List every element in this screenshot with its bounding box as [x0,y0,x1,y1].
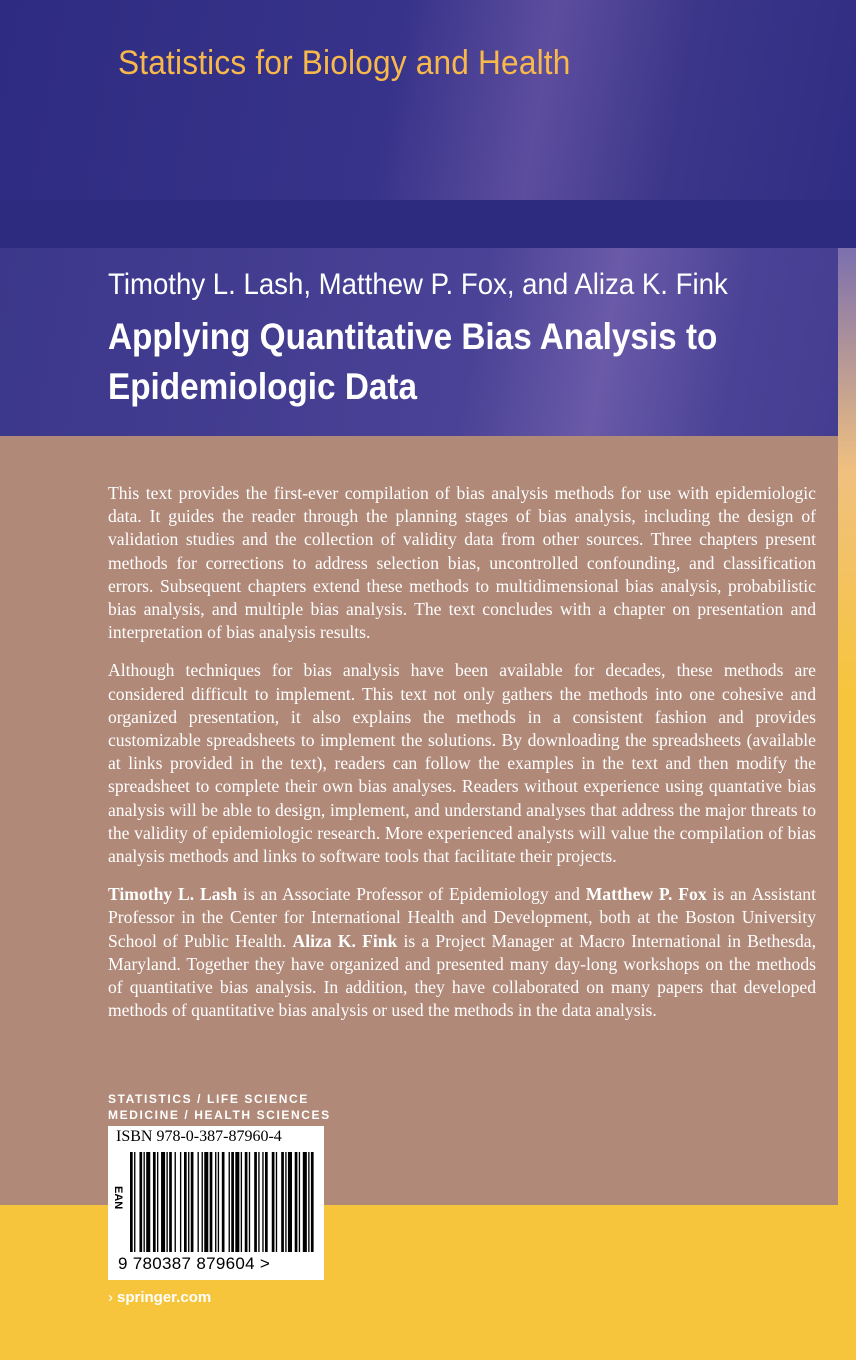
barcode-bar [146,1152,150,1252]
barcode-bar [210,1152,213,1252]
barcode-bar [198,1152,199,1252]
author-name-2: Matthew P. Fox [585,884,707,905]
barcode-bar [262,1152,263,1252]
barcode-bar [265,1152,268,1252]
barcode-bar [295,1152,298,1252]
barcode-bar [235,1152,239,1252]
isbn-label: ISBN 978-0-387-87960-4 [116,1128,282,1145]
barcode-bar [204,1152,208,1252]
barcode-bar [180,1152,181,1252]
right-edge-strip [838,248,856,1360]
barcode-bar [254,1152,257,1252]
book-title-line2: Epidemiologic Data [108,366,418,407]
series-title: Statistics for Biology and Health [118,44,571,82]
barcode-bar [281,1152,284,1252]
barcode-bar [276,1152,277,1252]
barcode-bar [311,1152,314,1252]
barcode-bar [299,1152,300,1252]
description-paragraph-1: This text provides the first-ever compilation of bias analysis methods for use with epidemiologic data. It guides the reader through the planning stages of bias analysis, including the design of validation studies and the collection of validity data from other sources. Three chapters present methods for corrections to address selection bias, uncontrolled confounding, and classification errors. Subsequent chapters extend these methods to multidimensional bias analysis, probabilistic bias analysis, and multiple bias analysis. The text concludes with a chapter on presentation and interpretation of bias analysis results. [108,483,816,643]
barcode-bar [139,1152,142,1252]
description-text [108,482,816,1037]
barcode-bar [215,1152,216,1252]
barcode-bar [184,1152,187,1252]
ean-label: EAN [112,1186,124,1210]
barcode-bar [161,1152,165,1252]
chevron-right-icon: › [108,1289,113,1306]
subject-line-1: STATISTICS / LIFE SCIENCE [108,1092,309,1106]
barcode-bar [258,1152,259,1252]
barcode-bar [222,1152,225,1252]
barcode-number: 9 780387 879604 > [118,1254,271,1273]
bio-text-1: is an Associate Professor of Epidemiology and [237,884,586,905]
author-name-3: Aliza K. Fink [292,930,398,951]
publisher-link[interactable] [108,1289,211,1306]
barcode-bar [175,1152,176,1252]
book-title-line1: Applying Quantitative Bias Analysis to [108,316,718,357]
barcode-bar [191,1152,194,1252]
barcode-bar [218,1152,219,1252]
description-paragraph-2: Although techniques for bias analysis have been available for decades, these methods are considered difficult to implement. This text not only gathers the methods into one cohesive and organized presentation, it also explains the methods in a consistent fashion and provides customizable spreadsheets to implement the solutions. By downloading the spreadsheets (available at links provided in the text), readers can follow the examples in the text and then modify the spreadsheet to complete their own bias analyses. Readers without experience using quantative bias analysis will be able to design, implement, and understand analyses that address the major threats to the validity of epidemiologic research. More experienced analysts will value the compilation of bias analysis methods and links to software tools that facilitate their projects. [108,660,816,867]
barcode-bar [202,1152,203,1252]
publisher-url: springer.com [117,1289,212,1306]
barcode-bar [144,1152,145,1252]
barcode-bar [134,1152,135,1252]
book-title [108,312,717,412]
barcode-bar [241,1152,242,1252]
barcode-box [108,1126,324,1280]
subject-categories [108,1091,331,1123]
cover-top-stripe [0,200,856,248]
barcode-bar [130,1152,133,1252]
barcode-bar [153,1152,156,1252]
bio-text-3: is a Project Manager at Macro International in Bethesda, Maryland. Together they have organized and presented many day-long workshops on the methods of quantitative bias analysis. In addition, they have collaborated on many papers that developed methods of quantitative bias analysis or used the methods in the data analysis. [108,930,816,1021]
barcode-bar [169,1152,172,1252]
bio-text-2: is an Assistant Professor in the Center for International Health and Development, both at the Boston University School of Public Health. [108,884,816,951]
barcode-bar [245,1152,248,1252]
barcode-bar [188,1152,189,1252]
barcode-bar [231,1152,234,1252]
subject-line-2: MEDICINE / HEALTH SCIENCES [108,1108,331,1122]
barcode-bar [303,1152,307,1252]
barcode-bar [285,1152,286,1252]
author-bio-paragraph [108,883,816,1022]
cover-top-band [0,0,856,248]
barcode-bar [229,1152,230,1252]
barcode-bar [272,1152,275,1252]
barcode-bar [166,1152,167,1252]
book-authors: Timothy L. Lash, Matthew P. Fox, and Aliza K. Fink [108,268,728,301]
barcode-bar [308,1152,309,1252]
barcode-bar [157,1152,158,1252]
author-name-1: Timothy L. Lash [108,884,238,905]
barcode-bar [288,1152,292,1252]
barcode-bars [130,1152,320,1256]
barcode-bar [249,1152,250,1252]
